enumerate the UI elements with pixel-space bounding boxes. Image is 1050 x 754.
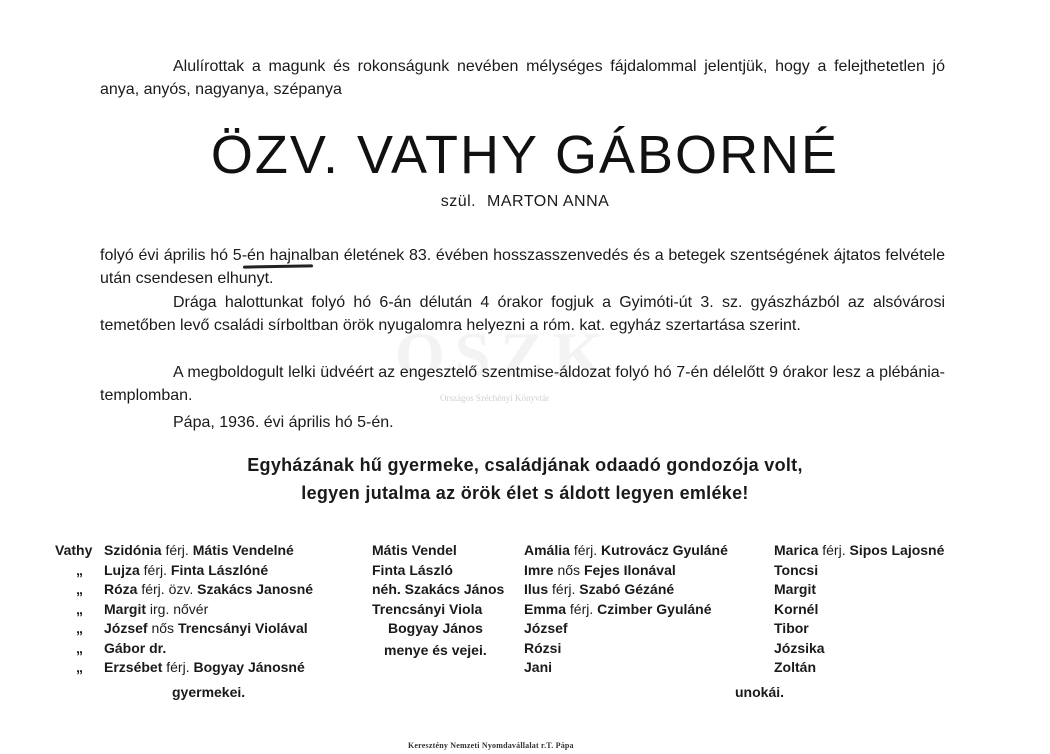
member-relation: férj. bbox=[573, 542, 598, 558]
member-name: Lujza bbox=[104, 561, 140, 578]
in-law-row: Trencsányi Viola bbox=[372, 600, 483, 617]
grandchildren-list-b bbox=[774, 541, 944, 678]
ditto-mark: „ bbox=[76, 659, 83, 675]
ditto-mark: „ bbox=[76, 639, 83, 656]
children-label: gyermekei. bbox=[172, 684, 246, 700]
family-member-row bbox=[524, 639, 728, 659]
in-law-row: Bogyay János bbox=[388, 620, 483, 636]
maiden-name-line bbox=[0, 193, 1050, 211]
family-member-row bbox=[55, 639, 313, 659]
member-spouse: Czimber Gyuláné bbox=[597, 600, 712, 617]
member-name: Rózsi bbox=[524, 639, 562, 656]
family-member-row bbox=[55, 600, 313, 620]
ditto-mark: „ bbox=[76, 600, 83, 617]
member-relation: férj. bbox=[143, 561, 168, 578]
maiden-name: MARTON ANNA bbox=[487, 193, 610, 210]
intro-text: Alulírottak a magunk és rokonságunk nevében mélységes fájdalommal jelentjük, hogy a felejthetetlen jó anya, anyós, nagyanya, szépanya bbox=[100, 58, 945, 98]
member-spouse: Szakács Janosné bbox=[197, 581, 314, 597]
family-member-row bbox=[55, 561, 313, 581]
children-list bbox=[55, 541, 313, 678]
member-name: Marica bbox=[774, 542, 819, 558]
member-relation: férj. bbox=[166, 659, 190, 675]
member-name: József bbox=[104, 620, 148, 636]
member-name: Ilus bbox=[524, 581, 549, 597]
member-name: József bbox=[524, 620, 568, 636]
member-name: Erzsébet bbox=[104, 659, 163, 675]
in-law-row: néh. Szakács János bbox=[372, 581, 505, 597]
closing-line-1: Egyházának hű gyermeke, családjának odaadó gondozója volt, bbox=[247, 455, 803, 475]
in-laws-list bbox=[372, 541, 504, 660]
printer-imprint: Keresztény Nemzeti Nyomdavállalat r.T. Pápa bbox=[408, 741, 574, 750]
in-laws-label: menye és vejei. bbox=[384, 641, 487, 658]
member-name: Imre bbox=[524, 561, 554, 578]
family-member-row bbox=[774, 619, 944, 639]
family-member-row bbox=[774, 639, 944, 659]
member-spouse: Finta Lászlóné bbox=[170, 561, 269, 578]
family-member-row bbox=[774, 580, 944, 600]
grandchildren-list-a bbox=[524, 541, 728, 678]
family-member-row bbox=[774, 658, 944, 678]
family-member-row bbox=[55, 619, 313, 639]
family-member-row bbox=[774, 561, 944, 581]
ditto-mark: „ bbox=[76, 620, 83, 636]
member-relation: férj. özv. bbox=[141, 581, 194, 597]
family-member-row bbox=[524, 561, 728, 581]
family-surname: Vathy bbox=[55, 542, 93, 558]
member-name: Margit bbox=[104, 600, 146, 617]
ditto-mark: „ bbox=[76, 561, 83, 578]
member-spouse: Fejes Ilonával bbox=[583, 561, 676, 578]
member-name: Gábor dr. bbox=[104, 639, 167, 656]
member-relation: férj. bbox=[552, 581, 576, 597]
family-member-row bbox=[55, 658, 313, 678]
grandchildren-label: unokái. bbox=[735, 684, 785, 700]
member-spouse: Kutrovácz Gyuláné bbox=[601, 542, 728, 558]
family-member-row bbox=[55, 541, 313, 561]
library-watermark: OSZK bbox=[395, 319, 613, 390]
member-relation: irg. nővér bbox=[149, 600, 209, 617]
member-spouse: Mátis Vendelné bbox=[192, 542, 294, 558]
member-relation: férj. bbox=[165, 542, 189, 558]
member-name: Margit bbox=[774, 581, 816, 597]
family-member-row bbox=[774, 600, 944, 620]
member-name: Emma bbox=[524, 600, 567, 617]
born-label: szül. bbox=[440, 193, 477, 210]
member-name: Szidónia bbox=[104, 542, 162, 558]
family-member-row bbox=[524, 600, 728, 620]
member-spouse: Bogyay Jánosné bbox=[193, 659, 305, 675]
closing-line-2: legyen jutalma az örök élet s áldott legyen emléke! bbox=[301, 483, 749, 503]
in-law-row: Mátis Vendel bbox=[372, 542, 457, 558]
family-member-row bbox=[55, 580, 313, 600]
member-spouse: Trencsányi Violával bbox=[177, 620, 308, 636]
family-member-row bbox=[524, 580, 728, 600]
family-member-row bbox=[524, 619, 728, 639]
member-name: Toncsi bbox=[774, 561, 819, 578]
family-member-row bbox=[524, 541, 728, 561]
member-relation: férj. bbox=[822, 542, 846, 558]
family-member-row bbox=[524, 658, 728, 678]
member-name: Zoltán bbox=[774, 659, 816, 675]
place-date: Pápa, 1936. évi április hó 5-én. bbox=[173, 414, 394, 431]
member-name: Kornél bbox=[774, 600, 819, 617]
death-paragraph: folyó évi április hó 5-én hajnalban életének 83. évében hosszasszenvedés és a betegek szentségének ájtatos felvétele után csendesen elhunyt. bbox=[100, 247, 945, 287]
family-member-row bbox=[774, 541, 944, 561]
member-relation: férj. bbox=[569, 600, 594, 617]
funeral-paragraph: Drága halottunkat folyó hó 6-án délután 4 órakor fogjuk a Gyimóti-út 3. sz. gyászházból az alsóvárosi temetőben levő családi sírboltban örök nyugalomra helyezni a róm. kat. egyház szertartása szerint. bbox=[100, 294, 945, 334]
in-law-row: Finta László bbox=[372, 561, 453, 578]
member-name: Róza bbox=[104, 581, 138, 597]
member-name: Jani bbox=[524, 659, 553, 675]
member-name: Amália bbox=[524, 542, 570, 558]
member-spouse: Szabó Gézáné bbox=[579, 581, 675, 597]
library-watermark-subtext: Országos Széchényi Könyvtár bbox=[440, 393, 549, 403]
ditto-mark: „ bbox=[76, 581, 83, 597]
member-name: Józsika bbox=[774, 639, 825, 656]
member-relation: nős bbox=[557, 561, 581, 578]
deceased-name: ÖZV. VATHY GÁBORNÉ bbox=[210, 125, 840, 185]
member-name: Tibor bbox=[774, 620, 809, 636]
member-relation: nős bbox=[151, 620, 175, 636]
member-spouse: Sipos Lajosné bbox=[849, 542, 945, 558]
mass-paragraph: A megboldogult lelki üdvéért az engesztelő szentmise-áldozat folyó hó 7-én délelőtt 9 órakor lesz a plébánia-templomban. bbox=[100, 364, 945, 404]
